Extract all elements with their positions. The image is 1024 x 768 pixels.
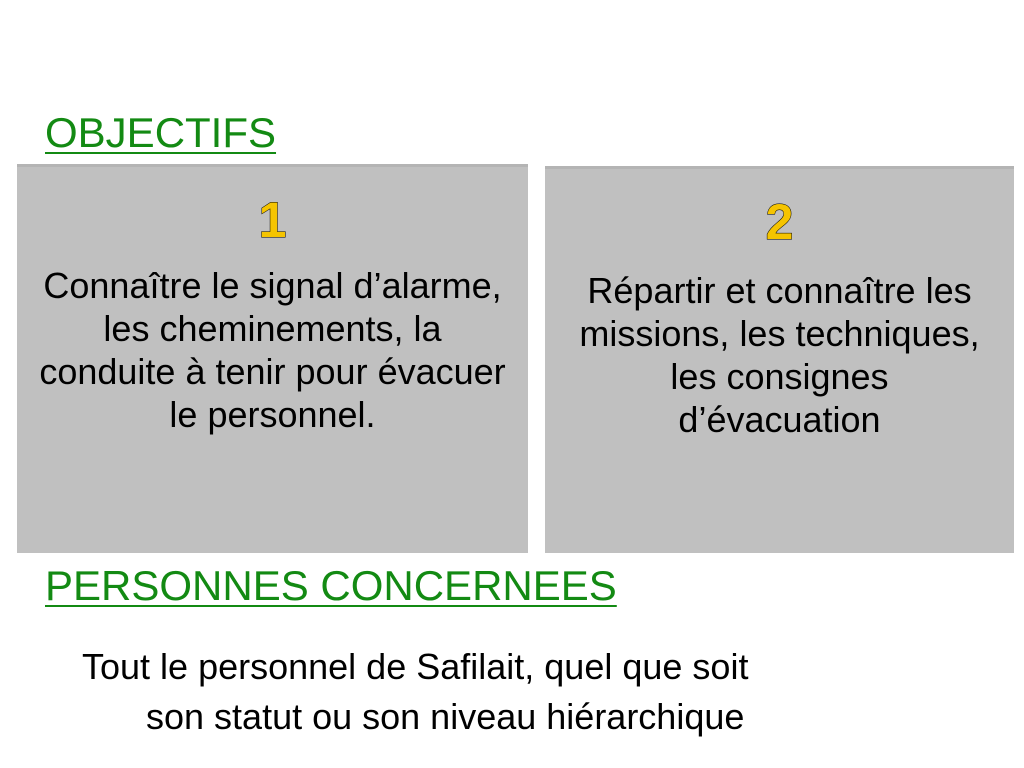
objective-number-1: 1 [258,192,287,248]
objective-number-2: 2 [765,194,794,250]
concerned-people-text [60,642,990,742]
concerned-people-line-1: Tout le personnel de Safilait, quel que soit [82,646,749,687]
objective-text-1: Connaître le signal d’alarme, les cheminements, la conduite à tenir pour évacuer le personnel. [39,265,506,435]
objective-card-1 [17,164,528,553]
concerned-people-line-2: son statut ou son niveau hiérarchique [146,696,745,737]
objective-text-2: Répartir et connaître les missions, les techniques, les consignes d’évacuation [579,270,980,440]
personnes-concernees-heading: PERSONNES CONCERNEES [45,562,617,609]
objective-card-2 [545,166,1014,553]
objectifs-heading: OBJECTIFS [45,109,277,156]
